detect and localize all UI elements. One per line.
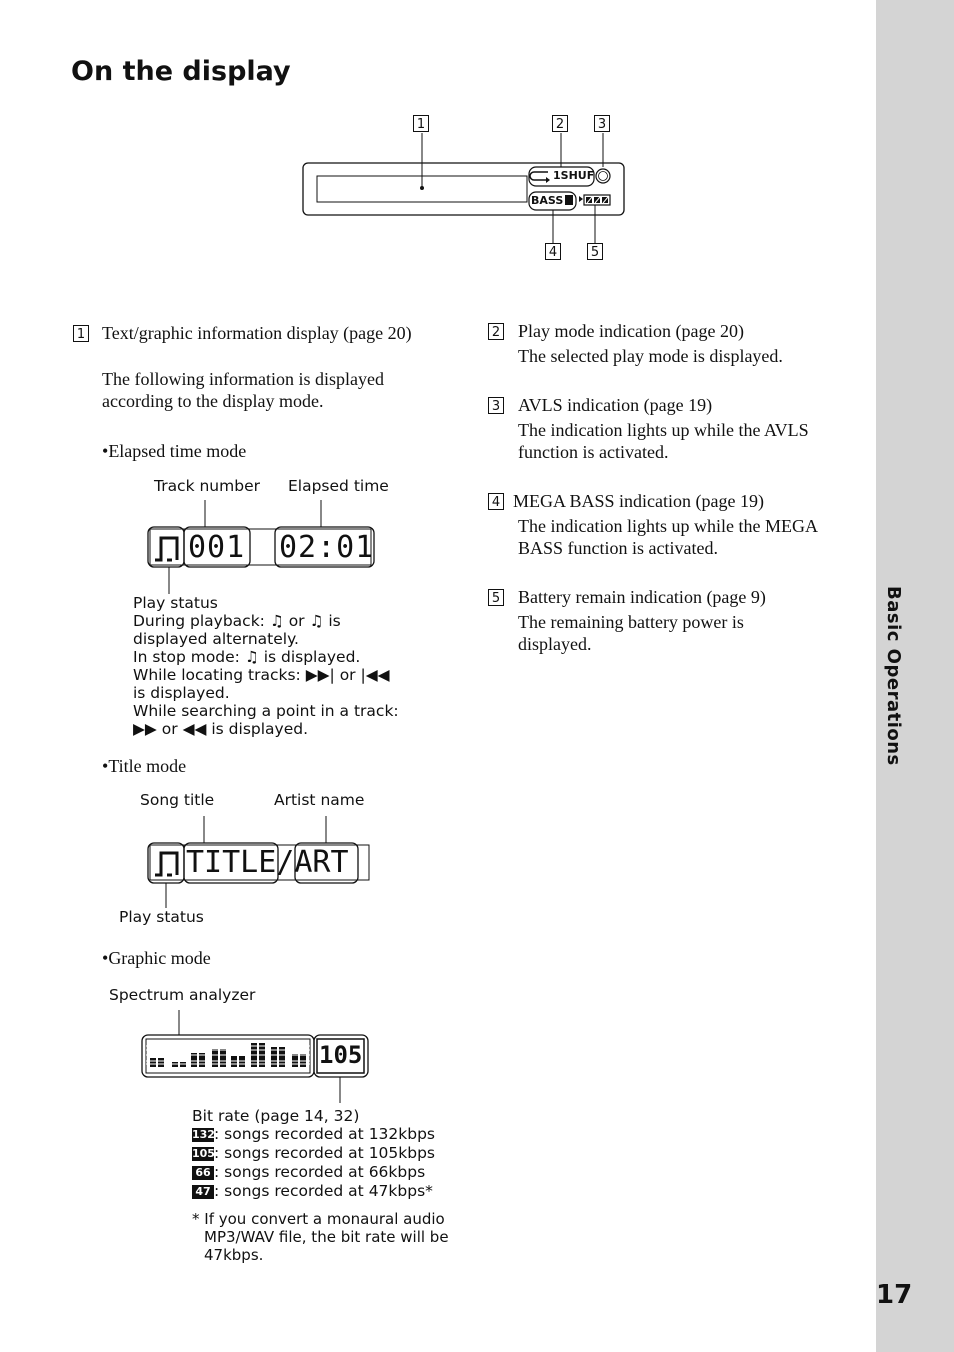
- next-track-icon: ▶▶|: [305, 666, 335, 684]
- bitrate-105-icon: 105: [192, 1146, 215, 1160]
- item-number: 3: [488, 397, 504, 414]
- play-status-label: Play status: [133, 594, 218, 612]
- bitrate-47-icon: 47: [192, 1185, 214, 1199]
- bullet-elapsed-mode: •Elapsed time mode: [102, 441, 247, 461]
- item-heading: Text/graphic information display (page 20): [102, 323, 412, 343]
- lcd-bitrate: 105: [319, 1041, 363, 1069]
- bass-indicator: BASS: [531, 194, 564, 207]
- play-status-label-title: Play status: [119, 908, 204, 926]
- callout-3: 3: [594, 115, 610, 132]
- rewind-icon: ◀◀: [182, 720, 207, 738]
- lcd-elapsed-time: 02:01: [279, 530, 375, 565]
- lcd-track-number: 001: [188, 530, 246, 565]
- bitrate-footnote: * If you convert a monaural audio MP3/WAV file, the bit rate will be 47kbps.: [192, 1210, 449, 1264]
- bitrate-row: 66 : songs recorded at 66kbps: [192, 1163, 462, 1182]
- section-label: Basic Operations: [883, 586, 904, 766]
- item-body: The following information is displayed according to the display mode.: [102, 369, 384, 411]
- page-number: 17: [876, 1280, 913, 1310]
- item-number: 4: [488, 493, 504, 510]
- song-title-label: Song title: [140, 791, 215, 809]
- item-heading: AVLS indication (page 19): [518, 395, 713, 415]
- item-number: 1: [73, 325, 89, 342]
- elapsed-time-label: Elapsed time: [288, 477, 389, 495]
- item-heading: Battery remain indication (page 9): [518, 587, 766, 607]
- fast-forward-icon: ▶▶: [133, 720, 157, 738]
- callout-2: 2: [552, 115, 568, 132]
- bitrate-132-icon: 132: [192, 1127, 215, 1141]
- play-note-icon: ♫: [269, 612, 284, 630]
- bullet-graphic-mode: •Graphic mode: [102, 948, 211, 968]
- bitrate-row: 132: songs recorded at 132kbps: [192, 1125, 436, 1143]
- bitrate-66-icon: 66: [192, 1166, 214, 1180]
- bitrate-row: 105: songs recorded at 105kbps: [192, 1144, 436, 1162]
- spectrum-analyzer-label: Spectrum analyzer: [109, 986, 256, 1004]
- item-heading: Play mode indication (page 20): [518, 321, 744, 341]
- track-number-label: Track number: [154, 477, 260, 495]
- shuffle-indicator: 1SHUF: [553, 169, 595, 182]
- artist-name-label: Artist name: [274, 791, 365, 809]
- play-note-alt-icon: ♫: [309, 612, 324, 630]
- item-number: 5: [488, 589, 504, 606]
- bitrate-row: 47 : songs recorded at 47kbps*: [192, 1182, 462, 1201]
- callout-1: 1: [413, 115, 429, 132]
- play-status-description: During playback: ♫ or ♫ is displayed alternately. In stop mode: ♫ is displayed. While locating tracks: ▶▶| or |◀◀ is displayed. While searching a point in a track: ▶▶ or ◀◀ is displayed.: [133, 612, 399, 738]
- item-heading: MEGA BASS indication (page 19): [513, 491, 764, 511]
- callout-4: 4: [545, 243, 561, 260]
- page-title: On the display: [71, 56, 291, 87]
- item-body: The indication lights up while the MEGA BASS function is activated.: [518, 516, 817, 558]
- item-body: The selected play mode is displayed.: [518, 346, 783, 366]
- prev-track-icon: |◀◀: [360, 666, 390, 684]
- item-number: 2: [488, 323, 504, 340]
- bitrate-legend: [192, 1107, 462, 1201]
- item-body: The remaining battery power is displayed.: [518, 612, 744, 654]
- bitrate-heading: Bit rate (page 14, 32): [192, 1107, 360, 1125]
- item-body: The indication lights up while the AVLS function is activated.: [518, 420, 809, 462]
- bullet-title-mode: •Title mode: [102, 756, 187, 776]
- callout-5: 5: [587, 243, 603, 260]
- lcd-title-text: TITLE/ART: [186, 845, 349, 880]
- stop-note-icon: ♫: [244, 648, 259, 666]
